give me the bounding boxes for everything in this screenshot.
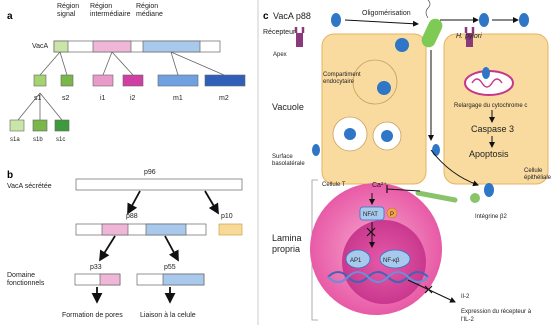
vacuole-label: Vacuole xyxy=(272,102,304,112)
s1-box xyxy=(34,75,46,86)
vaca-on-integrin xyxy=(484,183,494,197)
epithelial-cell-right xyxy=(444,34,548,184)
s2-label: s2 xyxy=(62,95,70,102)
vaca-basolateral-2 xyxy=(432,144,440,156)
p10-label: p10 xyxy=(221,213,233,220)
i2-box xyxy=(123,75,143,86)
region-median-line1: Région xyxy=(136,3,159,10)
s1-label: s1 xyxy=(34,95,42,102)
intermediate-region xyxy=(93,41,131,52)
receptor-label: Récepteur xyxy=(263,29,296,36)
basolateral-line2: basolatérale xyxy=(272,161,305,167)
region-signal-line2: signal xyxy=(57,11,76,18)
expression-line2: l'IL-2 xyxy=(461,317,474,323)
panel-c-label: c xyxy=(263,11,269,22)
p88-median xyxy=(146,224,186,235)
arrow-p88-to-p55 xyxy=(165,236,178,260)
vaca-on-mitochondrion xyxy=(482,67,490,79)
s1c-box xyxy=(55,120,69,131)
integrin-label: Intégrine β2 xyxy=(475,214,507,220)
p55-median xyxy=(163,274,204,285)
lamina-line2: propria xyxy=(272,244,301,254)
region-intermediate-line2: intermédiaire xyxy=(90,11,131,18)
lamina-line1: Lamina xyxy=(272,233,302,243)
functional-domain-line2: fonctionnels xyxy=(7,280,45,287)
arrow-p96-to-p10 xyxy=(205,191,218,213)
t-cell-label: Cellule T xyxy=(322,182,346,188)
s1a-label: s1a xyxy=(10,137,20,143)
nfat-label: NFAT xyxy=(363,212,378,218)
i1-box xyxy=(93,75,113,86)
vaca-monomer-far-right xyxy=(519,13,529,27)
functional-domain-line1: Domaine xyxy=(7,272,36,279)
s1b-box xyxy=(33,120,47,131)
ap1-label: AP1 xyxy=(350,258,362,264)
s1c-label: s1c xyxy=(56,137,66,143)
receptor-stem xyxy=(296,33,303,47)
p33-label: p33 xyxy=(90,264,102,271)
p88-label: p88 xyxy=(126,213,138,220)
arrow-p88-to-p33 xyxy=(100,236,115,260)
s1a-box xyxy=(10,120,24,131)
p96-bar xyxy=(76,179,242,190)
calcium-label: Ca²⁺ xyxy=(372,182,387,189)
panel-a xyxy=(7,3,245,143)
phosphate-label: P xyxy=(390,212,395,218)
epithelial-line2: épithéliale xyxy=(524,175,552,181)
oligomer-apex xyxy=(395,38,409,52)
compartment-line1: Compartiment xyxy=(323,72,361,78)
p10-bar xyxy=(219,224,242,235)
vaca-label: VacA xyxy=(32,43,49,50)
region-intermediate-line1: Région xyxy=(90,3,113,10)
panel-a-label: a xyxy=(7,11,13,22)
i2-label: i2 xyxy=(130,95,136,102)
region-median-line2: médiane xyxy=(136,11,163,18)
oligomer-vacuole-2 xyxy=(381,130,393,142)
secreted-label: VacA sécrétée xyxy=(7,183,52,190)
caspase-label: Caspase 3 xyxy=(471,124,515,134)
h-pylori-flagellum xyxy=(426,0,430,18)
panel-b-label: b xyxy=(7,170,14,181)
integrin-stalk xyxy=(418,193,455,200)
expression-line1: Expression du récepteur à xyxy=(461,309,532,315)
i1-label: i1 xyxy=(100,95,106,102)
m2-box xyxy=(205,75,245,86)
apex-label: Apex xyxy=(273,52,287,58)
compartment-line2: endocytaire xyxy=(323,79,355,85)
il2-label: Il-2 xyxy=(461,294,470,300)
s1b-label: s1b xyxy=(33,137,43,143)
vaca-monomer-right xyxy=(479,13,489,27)
region-signal-line1: Région xyxy=(57,3,80,10)
basolateral-line1: Surface xyxy=(272,154,293,160)
h-pylori-label: H. pylori xyxy=(456,33,482,40)
cell-binding-label: Liaison à la celule xyxy=(140,312,196,319)
apoptosis-label: Apoptosis xyxy=(469,149,509,159)
p88-bar xyxy=(76,224,206,235)
arrow-p96-to-p88 xyxy=(128,191,140,213)
receptor-top xyxy=(296,27,303,33)
panel-b xyxy=(7,169,242,319)
p55-label: p55 xyxy=(164,264,176,271)
m1-label: m1 xyxy=(173,95,183,102)
nfkb-label: NF-κβ xyxy=(383,258,400,264)
arrow-oligomerisation xyxy=(345,20,418,24)
p33-intermediate xyxy=(100,274,120,285)
signal-region xyxy=(54,41,68,52)
integrin-head xyxy=(470,193,480,203)
vaca-monomer xyxy=(331,13,341,27)
cytochrome-release-label: Relargage du cytochrome c xyxy=(454,103,528,109)
s2-box xyxy=(61,75,73,86)
oligomer-vacuole-1 xyxy=(344,128,356,140)
p96-label: p96 xyxy=(144,169,156,176)
panel-c xyxy=(263,0,552,323)
oligomer-endocytic xyxy=(377,81,391,95)
m2-label: m2 xyxy=(219,95,229,102)
oligomerisation-label: Oligomérisation xyxy=(362,10,411,17)
epithelial-line1: Cellule xyxy=(524,168,543,174)
median-region xyxy=(143,41,200,52)
epithelial-cell-left xyxy=(322,34,426,184)
m1-box xyxy=(158,75,198,86)
p88-intermediate xyxy=(102,224,128,235)
vaca-basolateral-1 xyxy=(312,144,320,156)
vaca-p88-label: VacA p88 xyxy=(273,11,311,21)
pore-formation-label: Formation de pores xyxy=(62,312,123,319)
